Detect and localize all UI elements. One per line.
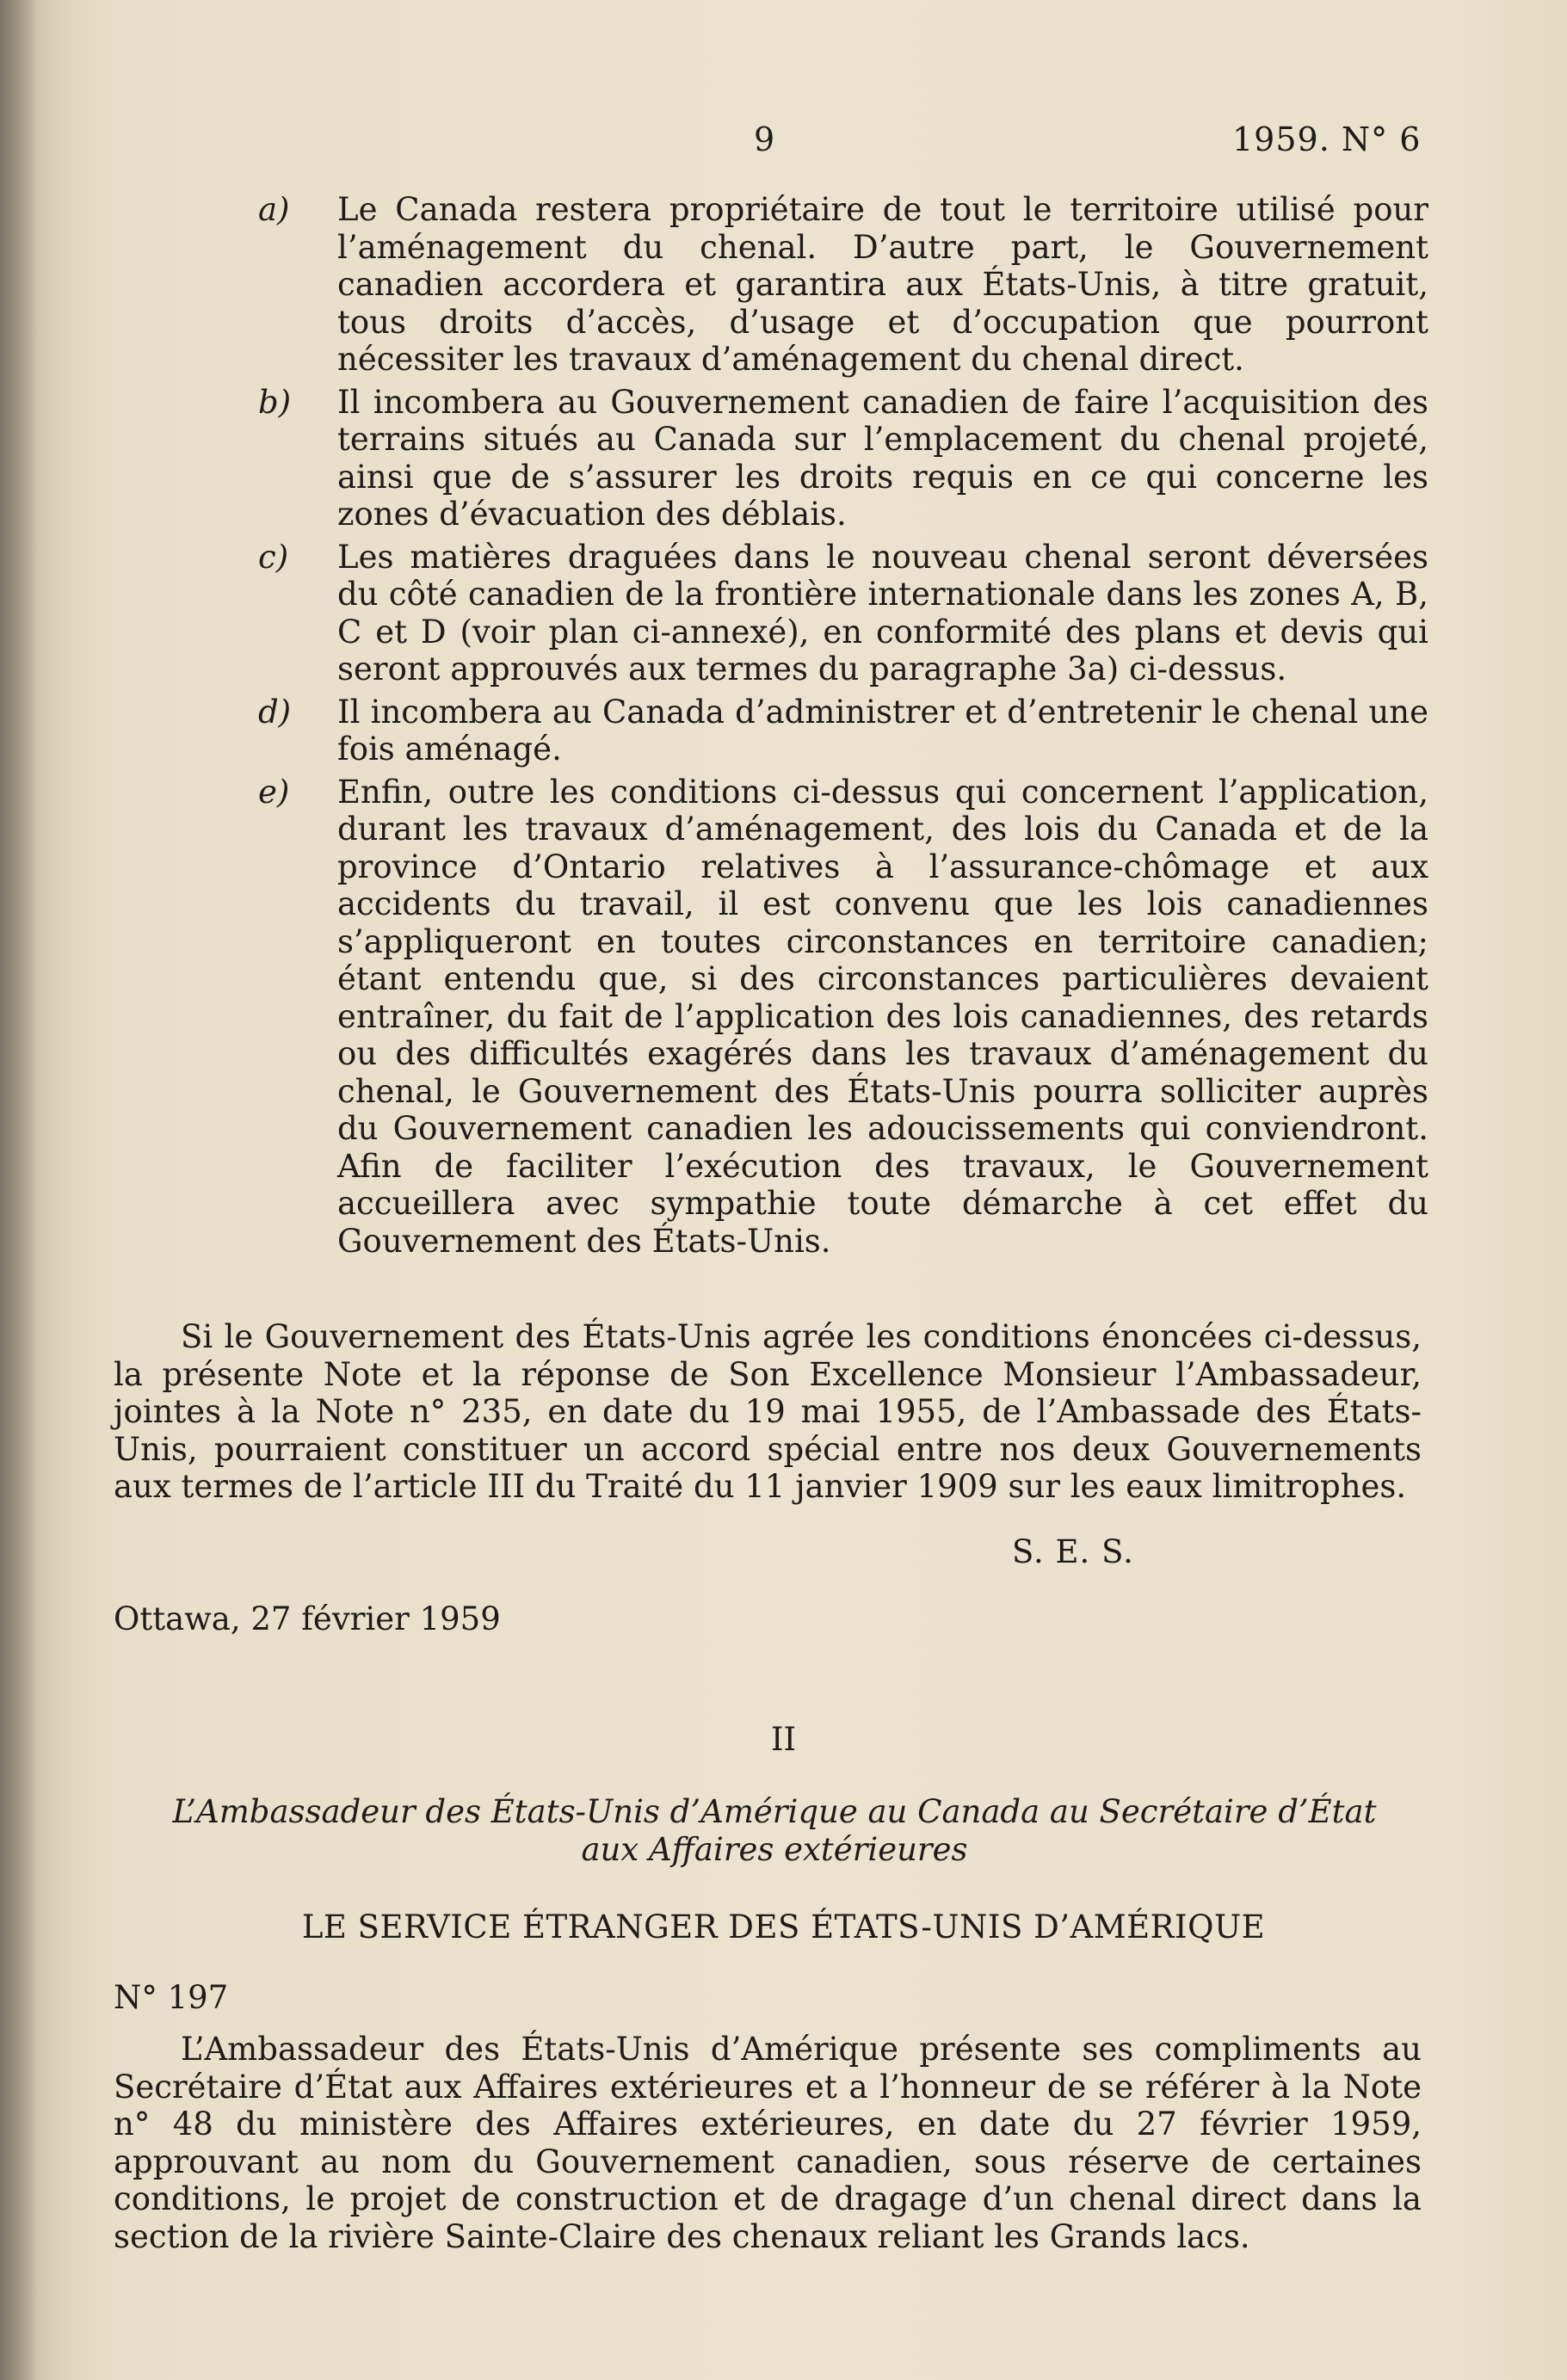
signature-initials: S. E. S.	[1012, 1533, 1134, 1570]
clause-label: d)	[258, 693, 292, 731]
place-and-date: Ottawa, 27 février 1959	[114, 1600, 501, 1637]
clause-label: a)	[258, 191, 290, 228]
clause-text: Les matières draguées dans le nouveau chenal seront déversées du côté canadien de la frontière internationale dans les zones A, B, C et D (voir plan ci-annexé), en conformité des plans et devis qui seront approuvés aux termes du paragraphe 3a) ci-dessus.	[337, 538, 1428, 687]
note-number: N° 197	[114, 1979, 229, 2016]
letter-title-line1: L’Ambassadeur des États-Unis d’Amérique au Canada au Secrétaire d’État	[172, 1793, 1377, 1830]
clause-label: b)	[258, 383, 292, 421]
clause-list	[258, 191, 1428, 1265]
clause-text: Le Canada restera propriétaire de tout le territoire utilisé pour l’aménagement du chenal. D’autre part, le Gouvernement canadien accordera et garantira aux États-Unis, à titre gratuit, tous droits d’accès, d’usage et d’occupation que pourront nécessiter les travaux d’aménagement du chenal direct.	[337, 191, 1428, 378]
clause-label: e)	[258, 773, 290, 811]
clause-d	[258, 694, 1428, 768]
book-spine-shadow	[0, 0, 38, 2380]
clause-text: Il incombera au Canada d’administrer et d’entretenir le chenal une fois aménagé.	[337, 693, 1428, 768]
second-paragraph: L’Ambassadeur des États-Unis d’Amérique présente ses compliments au Secrétaire d’État aux Affaires extérieures et a l’honneur de se référer à la Note n° 48 du ministère des Affaires extérieures, en date du 27 février 1959, approuvant au nom du Gouvernement canadien, sous réserve de certaines conditions, le projet de construction et de dragage d’un chenal direct dans la section de la rivière Sainte-Claire des chenaux reliant les Grands lacs.	[114, 2031, 1422, 2255]
clause-text: Enfin, outre les conditions ci-dessus qui concernent l’application, durant les travaux d’aménagement, des lois du Canada et de la province d’Ontario relatives à l’assurance-chômage et aux accidents du travail, il est convenu que les lois canadiennes s’appliqueront en toutes circonstances en territoire canadien; étant entendu que, si des circonstances particulières devaient entraîner, du fait de l’application des lois canadiennes, des retards ou des difficultés exagérés dans les travaux d’aménagement du chenal, le Gouvernement des États-Unis pourra solliciter auprès du Gouvernement canadien les adoucissements qui conviendront. Afin de faciliter l’exécution des travaux, le Gouvernement accueillera avec sympathie toute démarche à cet effet du Gouvernement des États-Unis.	[337, 773, 1428, 1260]
page-number: 9	[754, 120, 775, 158]
page-header	[0, 120, 1567, 163]
section-number: II	[770, 1721, 797, 1758]
clause-a	[258, 191, 1428, 379]
clause-e	[258, 774, 1428, 1261]
letter-title-line2: aux Affaires extérieures	[581, 1831, 968, 1868]
letter-title	[112, 1793, 1437, 1869]
closing-paragraph: Si le Gouvernement des États-Unis agrée les conditions énoncées ci-dessus, la présente Note et la réponse de Son Excellence Monsieur l’Ambassadeur, jointes à la Note n° 235, en date du 19 mai 1955, de l’Ambassade des États-Unis, pourraient constituer un accord spécial entre nos deux Gouvernements aux termes de l’article III du Traité du 11 janvier 1909 sur les eaux limitrophes.	[114, 1318, 1422, 1505]
clause-c	[258, 539, 1428, 688]
service-heading: LE SERVICE ÉTRANGER DES ÉTATS-UNIS D’AMÉRIQUE	[301, 1908, 1266, 1945]
document-reference: 1959. N° 6	[1232, 120, 1422, 158]
clause-label: c)	[258, 538, 289, 576]
clause-text: Il incombera au Gouvernement canadien de faire l’acquisition des terrains situés au Canada sur l’emplacement du chenal projeté, ainsi que de s’assurer les droits requis en ce qui concerne les zones d’évacuation des déblais.	[337, 383, 1428, 533]
clause-b	[258, 384, 1428, 533]
